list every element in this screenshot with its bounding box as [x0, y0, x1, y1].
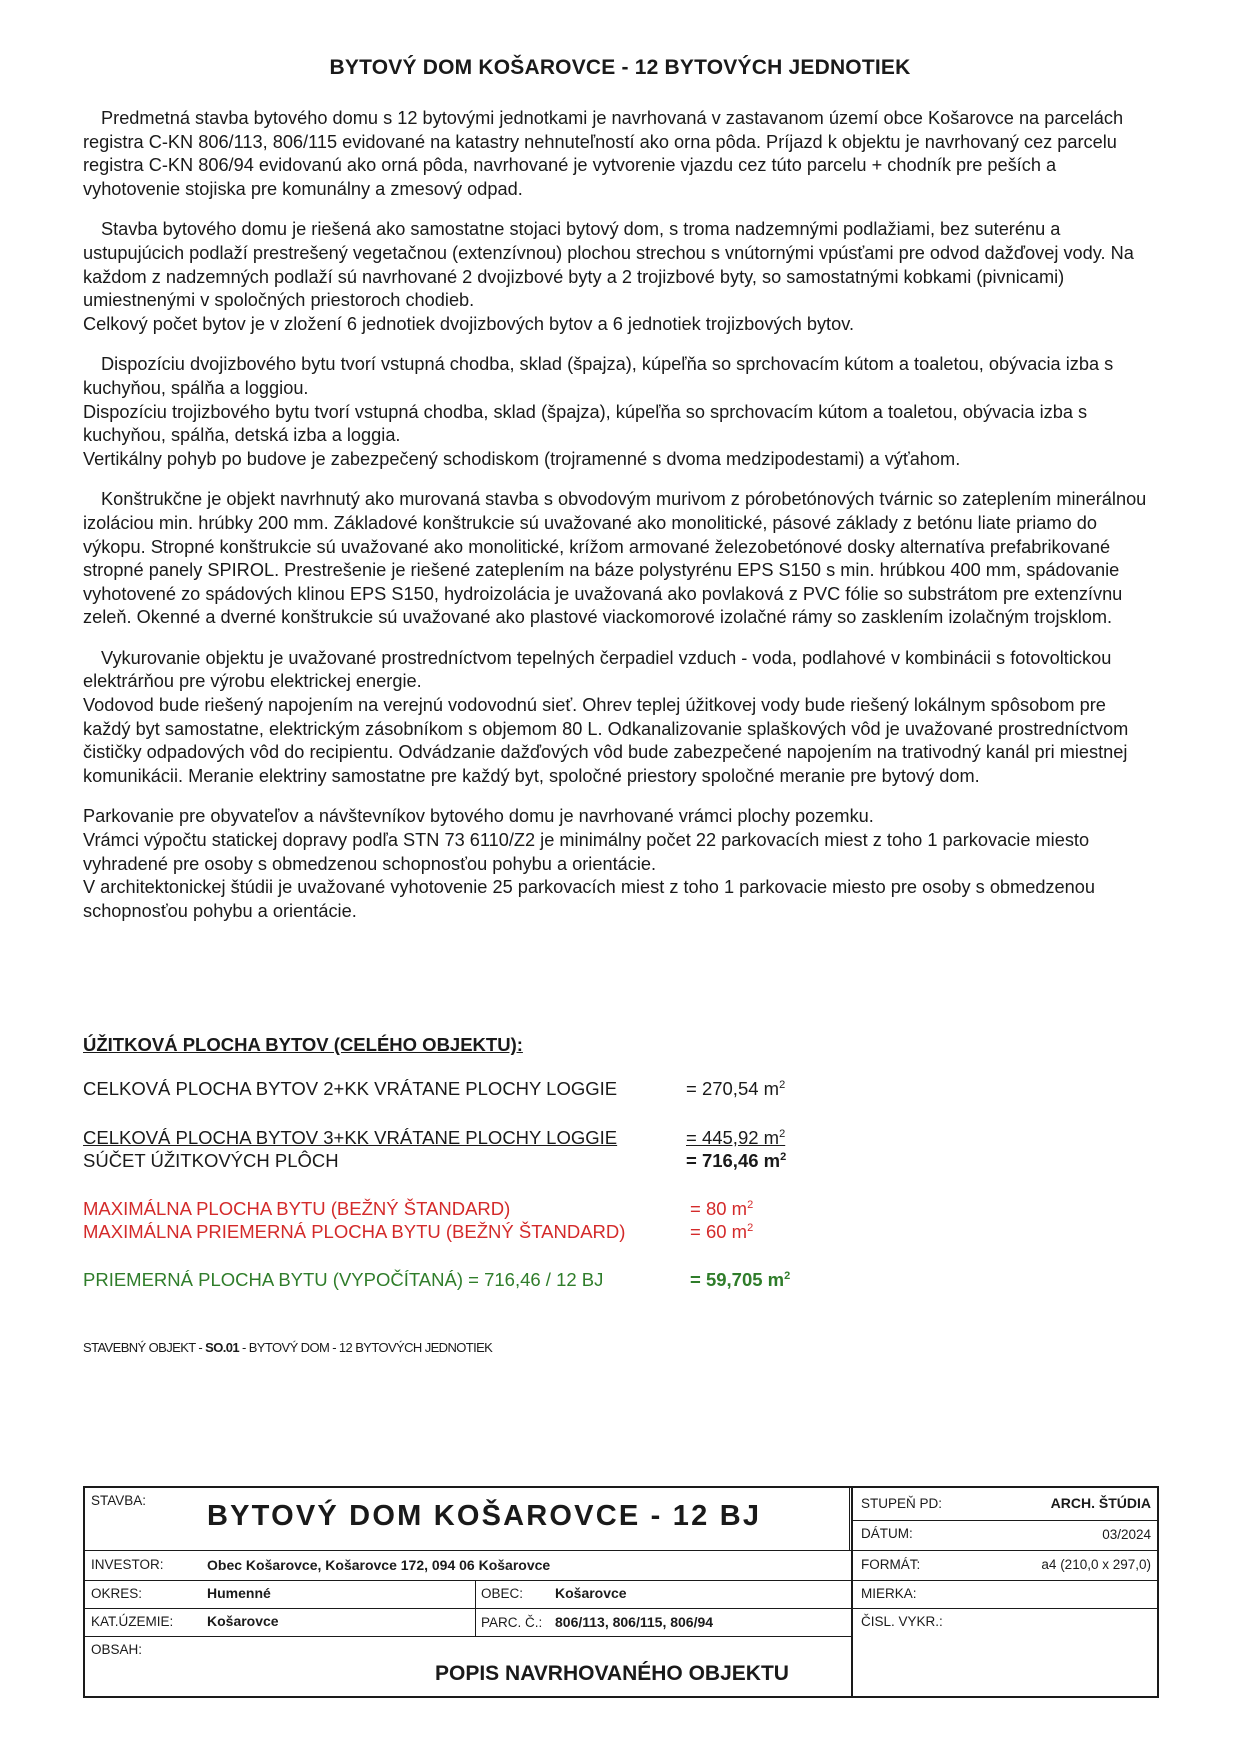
paragraph: Dispozíciu dvojizbového bytu tvorí vstupná chodba, sklad (špajza), kúpeľňa so sprchovacím kútom a toaletou, obývacia izba s kuchyňou, spálňa a loggiou. [83, 354, 1114, 398]
document-title: BYTOVÝ DOM KOŠAROVCE - 12 BYTOVÝCH JEDNOTIEK [329, 56, 911, 79]
area-label: PRIEMERNÁ PLOCHA BYTU (VYPOČÍTANÁ) = 716,46 / 12 BJ [83, 1269, 604, 1290]
area-value: = 270,54 $m^2$ [686, 1078, 786, 1099]
area-value: = 716,46 $m^2$ [686, 1150, 787, 1171]
area-value: = 59,705 $m^2$ [690, 1269, 791, 1290]
paragraph: Vertikálny pohyb po budove je zabezpečený schodiskom (trojramenné s dvoma medzipodestami) a výťahom. [83, 448, 961, 469]
datum-value: 03/2024 [1102, 1527, 1151, 1542]
area-value: = 80 $m^2$ [690, 1198, 754, 1219]
paragraph: Vodovod bude riešený napojením na verejnú vodovodnú sieť. Ohrev teplej úžitkovej vody bude riešený lokálnym spôsobom pre každý byt samostatne, elektrickým zásobníkom s objemom 80 L. Odkanalizovanie splaškových vôd je uvažované prostredníctvom čističky odpadových vôd do recipientu. Odvádzanie dažďových vôd bude zabezpečené napojením na trativodný kanál pri miestnej komunikácii. Meranie elektriny samostatne pre každý byt, spoločné priestory spoločné meranie pre bytový dom. [83, 695, 1129, 786]
description-text [83, 107, 1149, 923]
obsah-value: POPIS NAVRHOVANÉHO OBJEKTU [435, 1662, 789, 1685]
stavba-label: STAVBA: [91, 1493, 147, 1508]
area-label: CELKOVÁ PLOCHA BYTOV 3+KK VRÁTANE PLOCHY LOGGIE [83, 1127, 618, 1148]
paragraph: Konštrukčne je objekt navrhnutý ako murovaná stavba s obvodovým murivom z pórobetónových tvárnic so zateplením minerálnou izoláciou min. hrúbky 200 mm. Základové konštrukcie sú uvažované ako monolitické, pásové základy z betónu liate priamo do výkopu. Stropné konštrukcie sú uvažované ako monolitické, krížom armované železobetónové dosky alternatíva prefabrikované stropné panely SPIROL. Prestrešenie je riešené zateplením na báze polystyrénu EPS S150 s min. hrúbkou 400 mm, spádovanie vyhotovené zo spádových klinou EPS S150, hydroizolácia je uvažovaná ako povlaková z PVC fólie so substrátom pre extenzívnu zeleň. Okenné a dverné konštrukcie sú uvažované ako plastové viackomorové izolačné rámy so zasklením izolačným trojsklom. [83, 489, 1147, 628]
paragraph: Predmetná stavba bytového domu s 12 bytovými jednotkami je navrhovaná v zastavanom území obce Košarovce na parcelách registra C-KN 806/113, 806/115 evidované na katastry nehnuteľností ako orna pôda. Príjazd k objektu je navrhovaný cez parcelu registra C-KN 806/94 evidovanú ako orná pôda, navrhované je vytvorenie vjazdu cez túto parcelu + chodník pre peších a vyhotovenie stojiska pre komunálny a zmesový odpad. [83, 108, 1124, 199]
obec-label: OBEC: [481, 1586, 524, 1601]
paragraph: Parkovanie pre obyvateľov a návštevníkov bytového domu je navrhované vrámci plochy pozemku. [83, 806, 874, 827]
format-label: FORMÁT: [861, 1557, 921, 1572]
paragraph: Stavba bytového domu je riešená ako samostatne stojaci bytový dom, s troma nadzemnými podlažiami, bez suterénu a ustupujúcich podlaží prestrešený vegetačnou (extenzívnou) plochou strechou s vnútornými vpúsťami pre odvod dažďovej vody. Na každom z nadzemných podlaží sú navrhované 2 dvojizbové byty a 2 trojizbové byty, so samostatnými kobkami (pivnicami) umiestnenými v spoločných priestoroch chodieb. [83, 219, 1134, 311]
title-block [83, 1486, 1159, 1698]
kat-label: KAT.ÚZEMIE: [91, 1614, 174, 1629]
parc-value: 806/113, 806/115, 806/94 [555, 1614, 714, 1630]
mierka-label: MIERKA: [861, 1586, 917, 1601]
area-value: = 445,92 $m^2$ [686, 1127, 786, 1148]
paragraph: Celkový počet bytov je v zložení 6 jednotiek dvojizbových bytov a 6 jednotiek trojizbových bytov. [83, 313, 855, 334]
kat-value: Košarovce [207, 1613, 279, 1629]
obsah-label: OBSAH: [91, 1642, 143, 1657]
area-label: SÚČET ÚŽITKOVÝCH PLÔCH [83, 1150, 339, 1171]
paragraph: V architektonickej štúdii je uvažované vyhotovenie 25 parkovacích miest z toho 1 parkovacie miesto pre osoby s obmedzenou schopnosťou pohybu a orientácie. [83, 877, 1095, 921]
parc-label: PARC. Č.: [481, 1615, 543, 1630]
paragraph: Vykurovanie objektu je uvažované prostredníctvom tepelných čerpadiel vzduch - voda, podlahové v kombinácii s fotovoltickou elektrárňou pre výrobu elektrickej energie. [83, 647, 1112, 692]
datum-label: DÁTUM: [861, 1526, 913, 1541]
paragraph: Dispozíciu trojizbového bytu tvorí vstupná chodba, sklad (špajza), kúpeľňa so sprchovacím kútom a toaletou, obývacia izba s kuchyňou, spálňa, detská izba a loggia. [83, 401, 1088, 446]
obec-value: Košarovce [555, 1585, 627, 1601]
areas-heading: ÚŽITKOVÁ PLOCHA BYTOV (CELÉHO OBJEKTU): [83, 1034, 523, 1055]
stavba-value: BYTOVÝ DOM KOŠAROVCE - 12 BJ [207, 1500, 762, 1532]
building-object-line: STAVEBNÝ OBJEKT - SO.01 - BYTOVÝ DOM - 12 BYTOVÝCH JEDNOTIEK [83, 1340, 493, 1355]
format-value: a4 (210,0 x 297,0) [1041, 1557, 1151, 1572]
area-label: MAXIMÁLNA PRIEMERNÁ PLOCHA BYTU (BEŽNÝ ŠTANDARD) [83, 1221, 626, 1242]
okres-value: Humenné [207, 1585, 271, 1601]
investor-value: Obec Košarovce, Košarovce 172, 094 06 Košarovce [207, 1557, 551, 1573]
paragraph: Vrámci výpočtu statickej dopravy podľa STN 73 6110/Z2 je minimálny počet 22 parkovacích miest z toho 1 parkovacie miesto vyhradené pre osoby s obmedzenou schopnosťou pohybu a orientácie. [83, 830, 1090, 874]
stupen-value: ARCH. ŠTÚDIA [1050, 1495, 1151, 1511]
okres-label: OKRES: [91, 1586, 143, 1601]
area-label: CELKOVÁ PLOCHA BYTOV 2+KK VRÁTANE PLOCHY LOGGIE [83, 1078, 618, 1099]
area-label: MAXIMÁLNA PLOCHA BYTU (BEŽNÝ ŠTANDARD) [83, 1198, 511, 1219]
investor-label: INVESTOR: [91, 1557, 164, 1572]
area-value: = 60 $m^2$ [690, 1221, 754, 1242]
stupen-label: STUPEŇ PD: [861, 1496, 943, 1511]
cisl-label: ČISL. VYKR.: [861, 1614, 943, 1629]
